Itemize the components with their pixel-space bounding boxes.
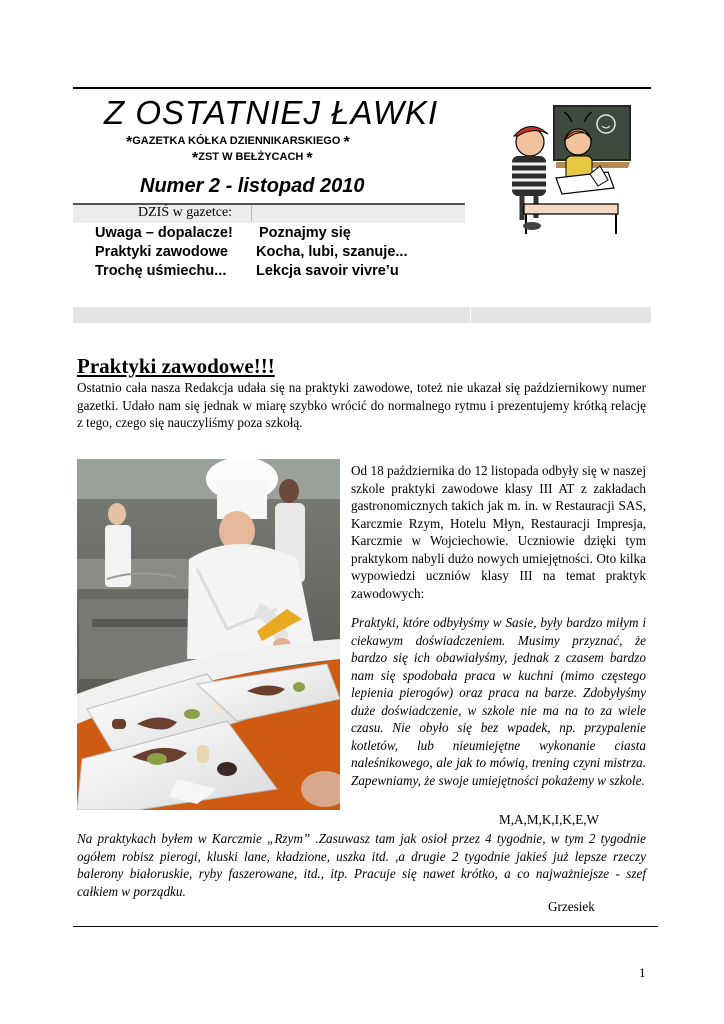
issue-label: Numer 2 - listopad 2010 xyxy=(140,175,365,197)
toc-right-column xyxy=(256,224,407,281)
top-rule xyxy=(73,87,651,89)
article-intro: Ostatnio cała nasza Redakcja udała się na praktyki zawodowe, toteż nie ukazał się październikowy numer gazetki. Udało nam się jednak w miarę szybko wrócić do normalnego rytmu i prezentujemy krótką relację z tego, czego się nauczyliśmy poza szkołą. xyxy=(77,380,646,430)
chef-photo xyxy=(77,459,340,810)
toc-item: Poznajmy się xyxy=(259,225,351,241)
toc-item: Trochę uśmiechu... xyxy=(95,263,227,279)
student-quote-1: Praktyki, które odbyłyśmy w Sasie, były bardzo miłym i ciekawym doświadczeniem. Musimy przyznać, że bardzo się ich obawiałyśmy, jednak z czasem bardzo nam się spodobała praca w kuchni (mimo częstego lepienia pierogów) oraz praca na barze. Zdobyłyśmy duże doświadczenie, w szkole nie ma na to za wiele czasu. Nie obyło się bez wpadek, np. przypalenie kotletów, lub nieumiejętne wykonanie ciasta naleśnikowego, ale jak to mówią, trening czyni mistrza. Zapewniamy, że swoje umiejętności pokażemy w szkole. xyxy=(351,615,646,788)
toc-left-column xyxy=(95,224,233,281)
toc-item: Uwaga – dopalacze! xyxy=(95,225,233,241)
toc-divider xyxy=(251,205,252,221)
toc-item: Lekcja savoir vivre’u xyxy=(256,263,399,279)
page-number: 1 xyxy=(639,965,646,980)
students-clipart xyxy=(496,100,634,240)
bottom-rule xyxy=(73,926,658,927)
section-band-divider xyxy=(470,307,471,323)
student-quote-2: Na praktykach byłem w Karczmie „Rzym” .Zasuwasz tam jak osioł przez 4 tygodnie, w tym 2 tygodnie ogółem robisz pierogi, kluski lane, kładzione, uszka itd. ,a drugie 2 tygodnie jakieś już lepsze rzeczy balerony białoruskie, ryby faszerowane, itd., itp. Pracuje się nawet krótko, a co najważniejsze - szef całkiem w porządku. xyxy=(77,831,646,899)
section-band xyxy=(73,307,651,323)
article-body: Od 18 października do 12 listopada odbyły się w naszej szkole praktyki zawodowe klasy III AT z zakładach gastronomicznych takich jak m. in. w Restauracji SAS, Karczmie Rzym, Hotelu Młyn, Restauracji Impresja, Karczmie w Wojciechowie. Uczniowie dzięki tym praktykom nabyli dużo nowych umiejętności. Oto kilka wypowiedzi uczniów klasy III na temat praktyk zawodowych: xyxy=(351,463,646,601)
article-title: Praktyki zawodowe!!! xyxy=(77,354,275,378)
masthead-subtitle-line1: *GAZETKA KÓŁKA DZIENNIKARSKIEGO * xyxy=(126,134,350,151)
toc-header-bar xyxy=(73,203,465,223)
toc-label: DZIŚ w gazetce: xyxy=(138,205,233,220)
signature-2: Grzesiek xyxy=(548,899,595,914)
signature-1: M,A,M,K,I,K,E,W xyxy=(499,812,599,827)
toc-item: Praktyki zawodowe xyxy=(95,244,228,260)
toc-item: Kocha, lubi, szanuje... xyxy=(256,244,408,260)
masthead-subtitle-line2: *ZST W BEŁŻYCACH * xyxy=(192,150,313,167)
newspaper-title: Z OSTATNIEJ ŁAWKI xyxy=(104,94,439,131)
